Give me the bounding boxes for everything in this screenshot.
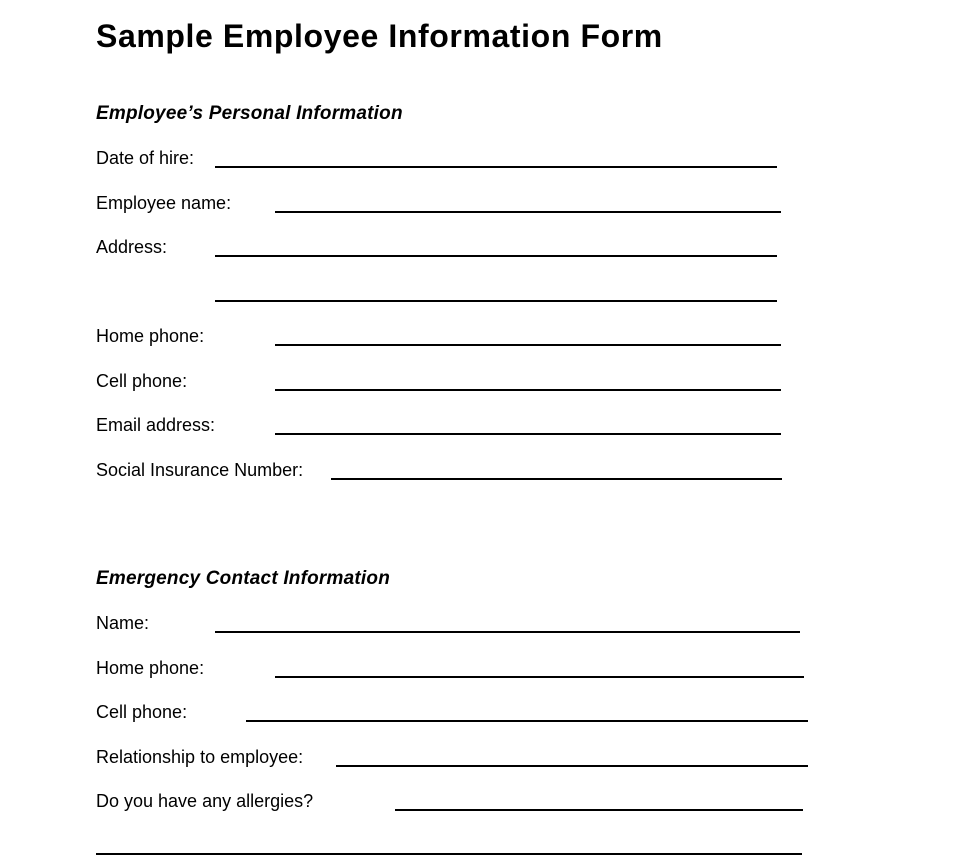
date-of-hire-label: Date of hire: (96, 148, 195, 168)
relationship-field[interactable] (336, 765, 808, 767)
address-field-line-2[interactable] (215, 300, 777, 302)
form-title: Sample Employee Information Form (96, 18, 663, 54)
emergency-name-field[interactable] (215, 631, 800, 633)
employee-name-label: Employee name: (96, 193, 232, 213)
sin-field[interactable] (331, 478, 782, 480)
cell-phone-field[interactable] (275, 389, 781, 391)
personal-info-heading: Employee’s Personal Information (96, 103, 403, 124)
allergies-field-line-2[interactable] (96, 853, 802, 855)
email-address-field[interactable] (275, 433, 781, 435)
address-field-line-1[interactable] (215, 255, 777, 257)
address-label: Address: (96, 237, 168, 257)
emergency-cell-phone-field[interactable] (246, 720, 808, 722)
emergency-home-phone-label: Home phone: (96, 658, 205, 678)
emergency-info-heading: Emergency Contact Information (96, 568, 391, 589)
emergency-name-label: Name: (96, 613, 150, 633)
emergency-cell-phone-label: Cell phone: (96, 702, 188, 722)
employee-name-field[interactable] (275, 211, 781, 213)
home-phone-label: Home phone: (96, 326, 205, 346)
emergency-home-phone-field[interactable] (275, 676, 804, 678)
home-phone-field[interactable] (275, 344, 781, 346)
relationship-label: Relationship to employee: (96, 747, 304, 767)
sin-label: Social Insurance Number: (96, 460, 304, 480)
date-of-hire-field[interactable] (215, 166, 777, 168)
allergies-field[interactable] (395, 809, 803, 811)
cell-phone-label: Cell phone: (96, 371, 188, 391)
allergies-label: Do you have any allergies? (96, 791, 314, 811)
email-address-label: Email address: (96, 415, 216, 435)
